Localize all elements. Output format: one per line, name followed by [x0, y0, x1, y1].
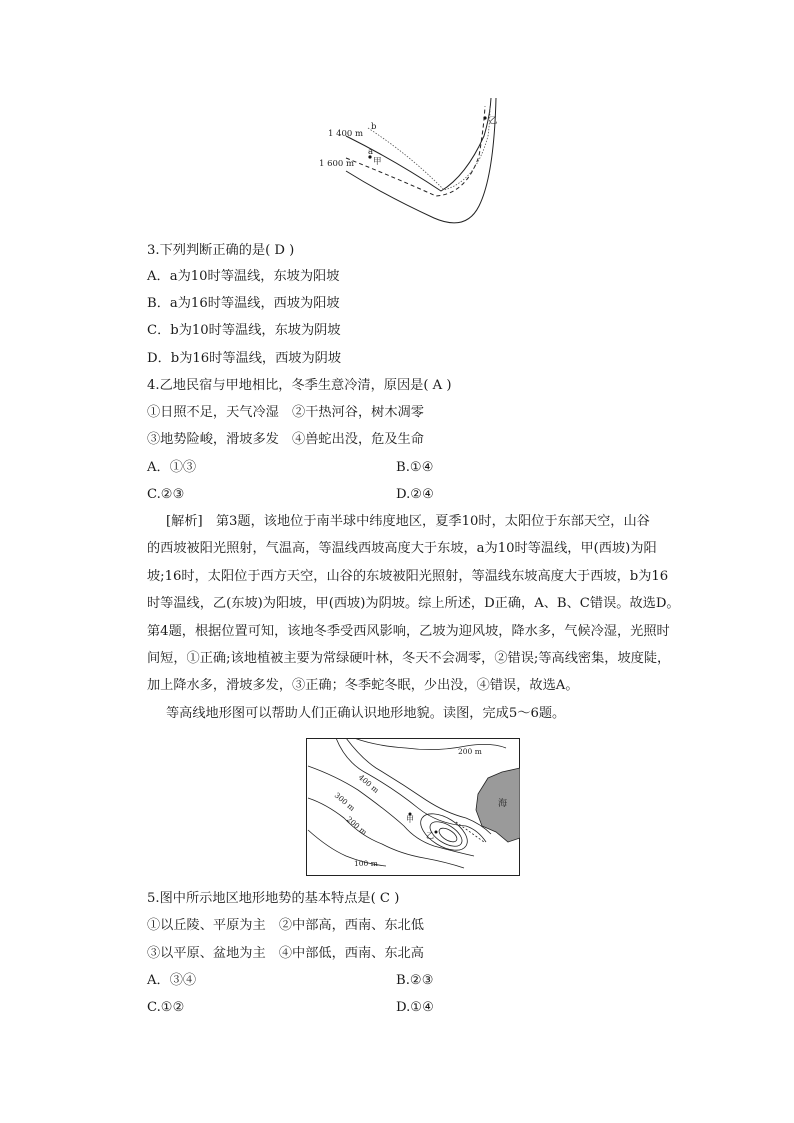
q4-statements-12: ①日照不足，天气冷湿 ②干热河谷，树木凋零	[147, 405, 424, 420]
q5-stem: 5.图中所示地区地形地势的基本特点是( C )	[147, 891, 400, 906]
q4-stem: 4.乙地民宿与甲地相比，冬季生意冷清，原因是( A )	[147, 378, 452, 393]
label-200m-top: 200 m	[458, 747, 482, 756]
q3-option-b: B．a为16时等温线，西坡为阳坡	[147, 296, 340, 311]
section-intro: 等高线地形图可以帮助人们正确认识地形地貌。读图，完成5～6题。	[166, 706, 566, 721]
point-yi-marker	[483, 116, 486, 119]
analysis-line-2: 的西坡被阳光照射，气温高，等温线西坡高度大于东坡，a为10时等温线，甲(西坡)为阳	[147, 541, 657, 556]
q4-option-a: A．①③	[147, 460, 197, 475]
q4-option-c: C.②③	[147, 487, 185, 502]
analysis-line-1: [解析] 第3题，该地位于南半球中纬度地区，夏季10时，太阳位于东部天空，山谷	[166, 514, 650, 529]
q5-option-d: D.①④	[396, 1000, 434, 1015]
label-200m: 200 m	[344, 814, 369, 837]
analysis-line-6: 间短，①正确;该地植被主要为常绿硬叶林，冬天不会凋零，②错误;等高线密集，坡度陡，	[147, 651, 671, 666]
q5-option-c: C.①②	[147, 1000, 185, 1015]
q4-option-b: B.①④	[396, 460, 434, 475]
q3-option-c: C．b为10时等温线，东坡为阴坡	[147, 323, 341, 338]
q5-statements-12: ①以丘陵、平原为主 ②中部高，西南、东北低	[147, 918, 424, 933]
label-300m: 300 m	[332, 790, 357, 813]
analysis-line-5: 第4题，根据位置可知，该地冬季受西风影响，乙坡为迎风坡，降水多，气候冷湿，光照时	[147, 624, 670, 639]
contour-map-figure	[306, 738, 520, 876]
analysis-line-7: 加上降水多，滑坡多发，③正确；冬季蛇冬眠，少出没，④错误，故选A。	[147, 678, 579, 693]
label-map-jia: 甲	[406, 815, 414, 824]
q5-statements-34: ③以平原、盆地为主 ④中部低，西南、东北高	[147, 946, 424, 961]
q3-stem: 3.下列判断正确的是( D )	[147, 243, 295, 258]
q3-option-d: D．b为16时等温线，西坡为阴坡	[147, 351, 342, 366]
label-1400m: 1 400 m	[328, 129, 364, 139]
label-yi: 乙	[489, 116, 498, 126]
analysis-line-4: 时等温线，乙(东坡)为阳坡，甲(西坡)为阴坡。综上所述，D正确，A、B、C错误。故选D。	[147, 596, 680, 611]
label-sea: 海	[498, 799, 508, 809]
label-1600m: 1 600 m	[319, 159, 355, 169]
q4-option-d: D.②④	[396, 487, 434, 502]
q5-option-a: A．③④	[147, 973, 197, 988]
map-point-yi	[435, 831, 438, 834]
q4-statements-34: ③地势险峻，滑坡多发 ④兽蛇出没，危及生命	[147, 432, 424, 447]
label-400m: 400 m	[356, 772, 381, 795]
valley-isotherm-figure	[316, 96, 512, 230]
label-b: b	[371, 122, 377, 132]
label-jia: 甲	[373, 157, 382, 167]
q3-option-a: A．a为10时等温线，东坡为阳坡	[147, 269, 340, 284]
label-a: a	[368, 147, 374, 157]
q5-option-b: B.②③	[396, 973, 434, 988]
analysis-line-3: 坡;16时，太阳位于西方天空，山谷的东坡被阳光照射，等温线东坡高度大于西坡，b为16	[147, 569, 669, 584]
label-100m: 100 m	[354, 859, 378, 868]
label-map-yi: 乙	[426, 831, 434, 840]
